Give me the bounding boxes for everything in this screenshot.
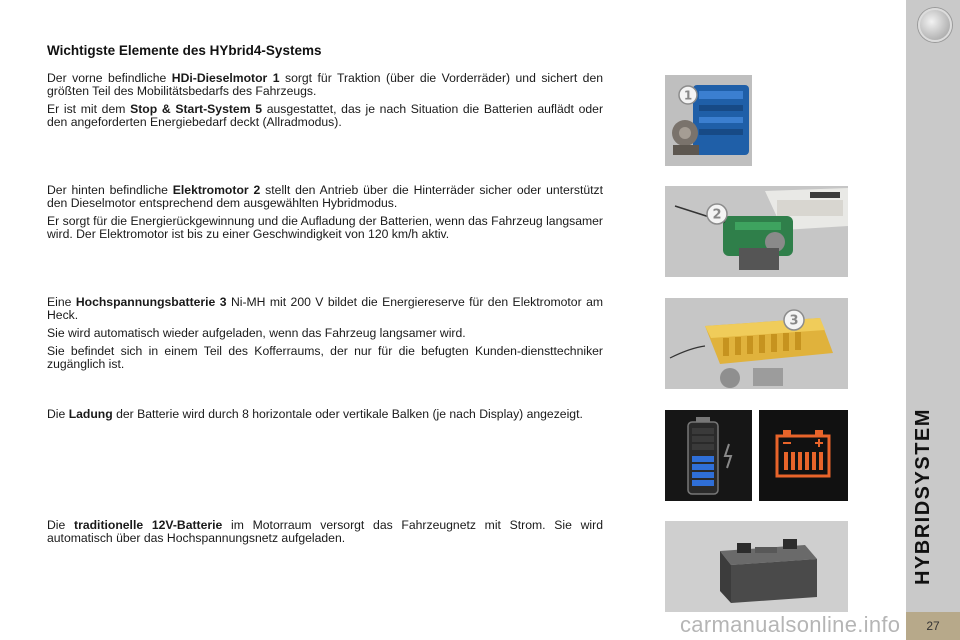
section-hv-battery	[47, 296, 603, 376]
section-12v-battery	[47, 519, 603, 550]
chapter-title: HYBRIDSYSTEM	[912, 408, 934, 585]
electric-motor-image	[665, 186, 848, 277]
label-1: 1	[683, 88, 693, 103]
paragraph: Der hinten befindliche Elektromotor 2 stellt den Antrieb über die Hinterräder sicher oder unterstützt den Dieselmotor entsprechend dem ausgewählten Hybridmodus.	[47, 183, 604, 210]
hv-battery-image	[665, 298, 848, 389]
battery-warning-icon	[759, 410, 848, 501]
label-2: 2	[712, 207, 722, 223]
page-number: 27	[906, 612, 960, 640]
12v-battery-image	[665, 521, 848, 612]
page-heading: Wichtigste Elemente des HYbrid4-Systems	[47, 43, 322, 58]
paragraph: Er ist mit dem Stop & Start-System 5 ausgestattet, das je nach Situation die Batterien auflädt oder den angeforderten Energiebedarf deckt (Allradmodus).	[47, 102, 603, 129]
label-3: 3	[789, 313, 799, 329]
charge-display-image	[665, 410, 752, 501]
paragraph: Sie wird automatisch wieder aufgeladen, wenn das Fahrzeug langsamer wird.	[47, 326, 466, 340]
paragraph: Er sorgt für die Energierückgewinnung und die Aufladung der Batterien, wenn das Fahrzeug langsamer wird. Der Elektromotor ist bis zu einer Geschwindigkeit von 120 km/h aktiv.	[47, 214, 603, 241]
watermark: carmanualsonline.info	[680, 612, 901, 637]
paragraph: Die traditionelle 12V-Batterie im Motorraum versorgt das Fahrzeugnetz mit Strom. Sie wird automatisch über das Hochspannungsnetz aufgeladen.	[47, 518, 603, 545]
section-diesel-engine	[47, 72, 603, 134]
diesel-engine-image	[665, 75, 752, 166]
chapter-sidebar	[906, 0, 960, 640]
section-electric-motor	[47, 184, 603, 246]
section-charge-level	[47, 408, 603, 426]
paragraph: Sie befindet sich in einem Teil des Kofferraums, der nur für die befugten Kunden-diensttechniker zugänglich ist.	[47, 344, 603, 371]
paragraph: Eine Hochspannungsbatterie 3 Ni-MH mit 200 V bildet die Energiereserve für den Elektromotor am Heck.	[47, 295, 603, 322]
paragraph: Die Ladung der Batterie wird durch 8 horizontale oder vertikale Balken (je nach Display) angezeigt.	[47, 407, 583, 421]
chapter-circle-icon	[918, 8, 952, 42]
paragraph: Der vorne befindliche HDi-Dieselmotor 1 sorgt für Traktion (über die Vorderräder) und sichert den größten Teil des Mobilitätsbedarfs des Fahrzeugs.	[47, 71, 604, 98]
